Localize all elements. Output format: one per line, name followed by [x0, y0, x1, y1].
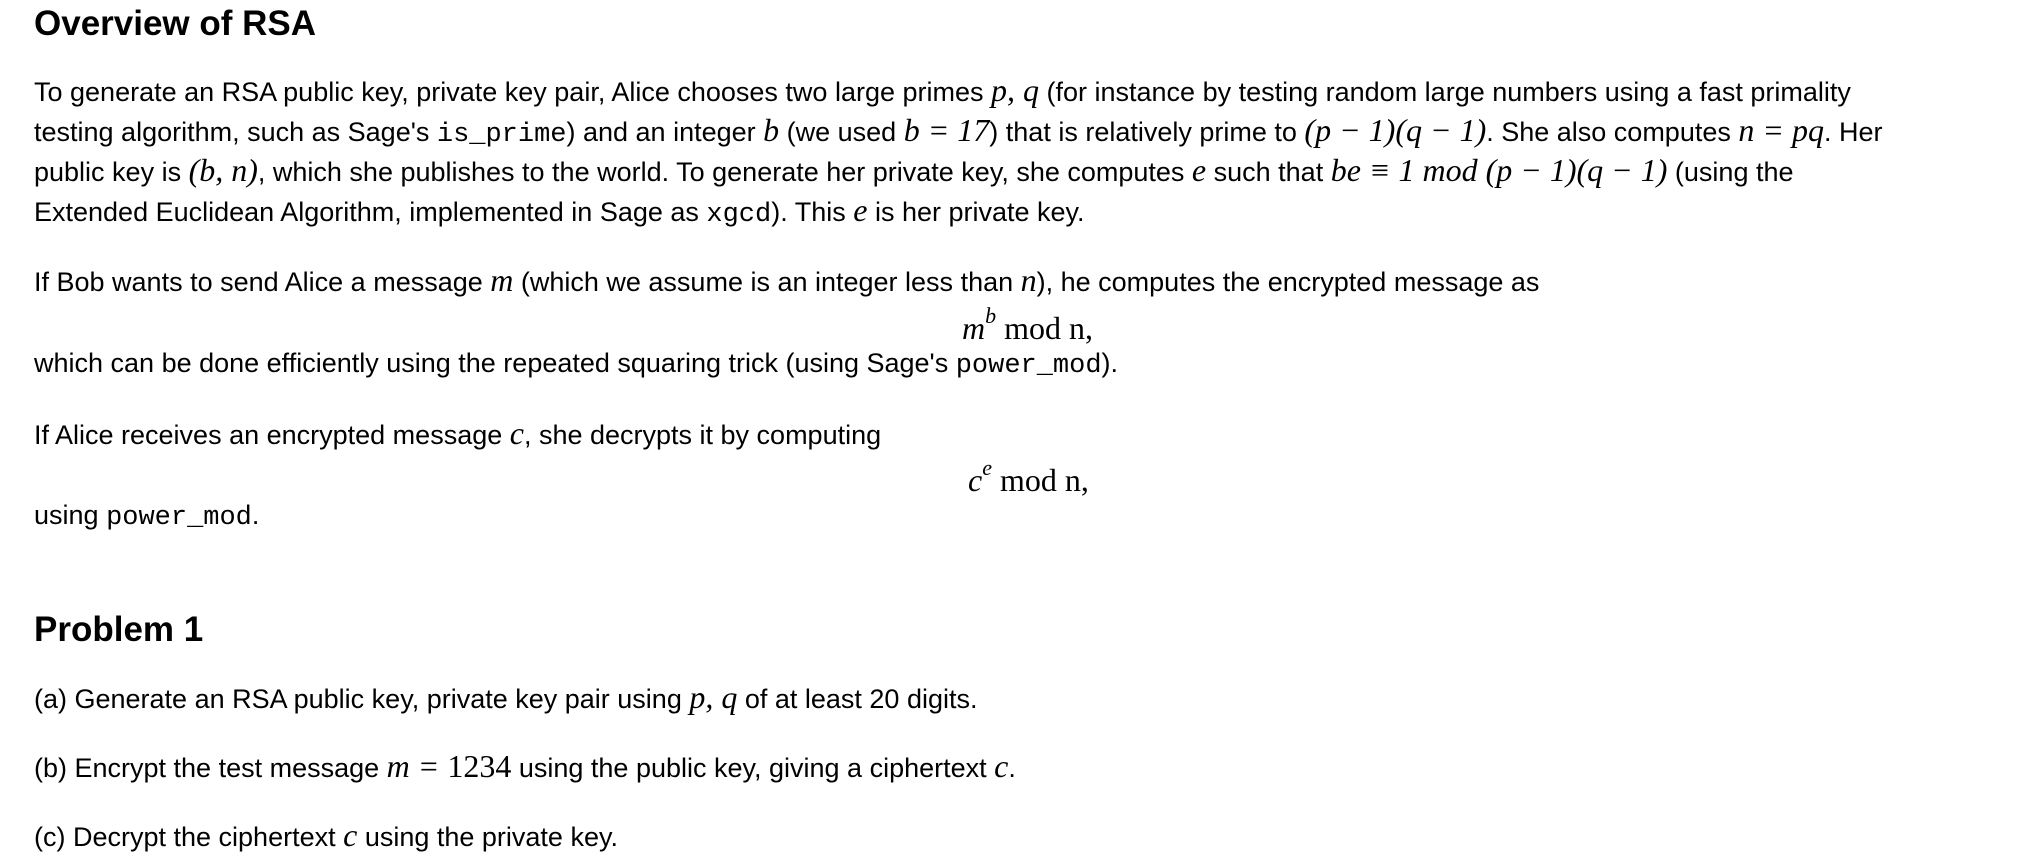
math-public-key: (b, n) [188, 152, 258, 188]
math-c: c [994, 748, 1009, 784]
problem-part-a: (a) Generate an RSA public key, private key pair using p, q of at least 20 digits. [34, 679, 978, 715]
problem-heading: Problem 1 [34, 610, 204, 649]
code-xgcd: xgcd [706, 200, 772, 230]
overview-para2-line1: If Bob wants to send Alice a message m (which we assume is an integer less than n), he computes the encrypted message as [34, 262, 1540, 298]
math-phi: (p − 1)(q − 1) [1304, 112, 1487, 148]
code-is-prime: is_prime [436, 120, 567, 150]
display-decrypt-formula: $c^e$ mod n, [968, 455, 1089, 498]
problem-part-b: (b) Encrypt the test message m = 1234 using the public key, giving a ciphertext c. [34, 748, 1016, 784]
math-n: n [1020, 262, 1037, 298]
math-c: c [343, 817, 358, 853]
overview-para1-line2: testing algorithm, such as Sage's is_prime) and an integer b (we used b = 17) that is relatively prime to (p − 1)(q − 1). She also computes n = pq. Her [34, 112, 1883, 150]
problem-part-c: (c) Decrypt the ciphertext c using the private key. [34, 817, 618, 853]
math-e: e [1191, 152, 1207, 188]
display-encrypt-formula: $m^b$ mod n, [962, 303, 1093, 346]
overview-heading: Overview of RSA [34, 4, 317, 43]
math-congruence: be ≡ 1 mod (p − 1)(q − 1) [1330, 152, 1668, 188]
overview-para1-line1: To generate an RSA public key, private key pair, Alice chooses two large primes p, q (for instance by testing random large numbers using a fast primality [34, 72, 1851, 108]
overview-para2-line3: which can be done efficiently using the repeated squaring trick (using Sage's power_mod). [34, 348, 1119, 381]
math-e: e [853, 192, 868, 228]
math-b: b [763, 112, 780, 148]
code-power-mod: power_mod [955, 351, 1102, 381]
math-1234: 1234 [447, 748, 512, 784]
overview-para1-line4: Extended Euclidean Algorithm, implemented in Sage as xgcd). This e is her private key. [34, 192, 1085, 230]
math-n-equals-pq: n = pq [1738, 112, 1824, 148]
math-m: m [490, 262, 514, 298]
overview-para3-line1: If Alice receives an encrypted message c, she decrypts it by computing [34, 415, 882, 451]
math-m-equals: m = [386, 748, 448, 784]
math-p-q: p, q [689, 679, 738, 715]
overview-para3-line3: using power_mod. [34, 500, 260, 533]
math-b-equals-17: b = 17 [903, 112, 990, 148]
code-power-mod: power_mod [106, 503, 252, 533]
overview-para1-line3: public key is (b, n), which she publishes to the world. To generate her private key, she computes e such that be ≡ 1 mod (p − 1)(q − 1) (using the [34, 152, 1794, 188]
math-p-q: p, q [991, 72, 1039, 108]
math-c: c [509, 415, 524, 451]
